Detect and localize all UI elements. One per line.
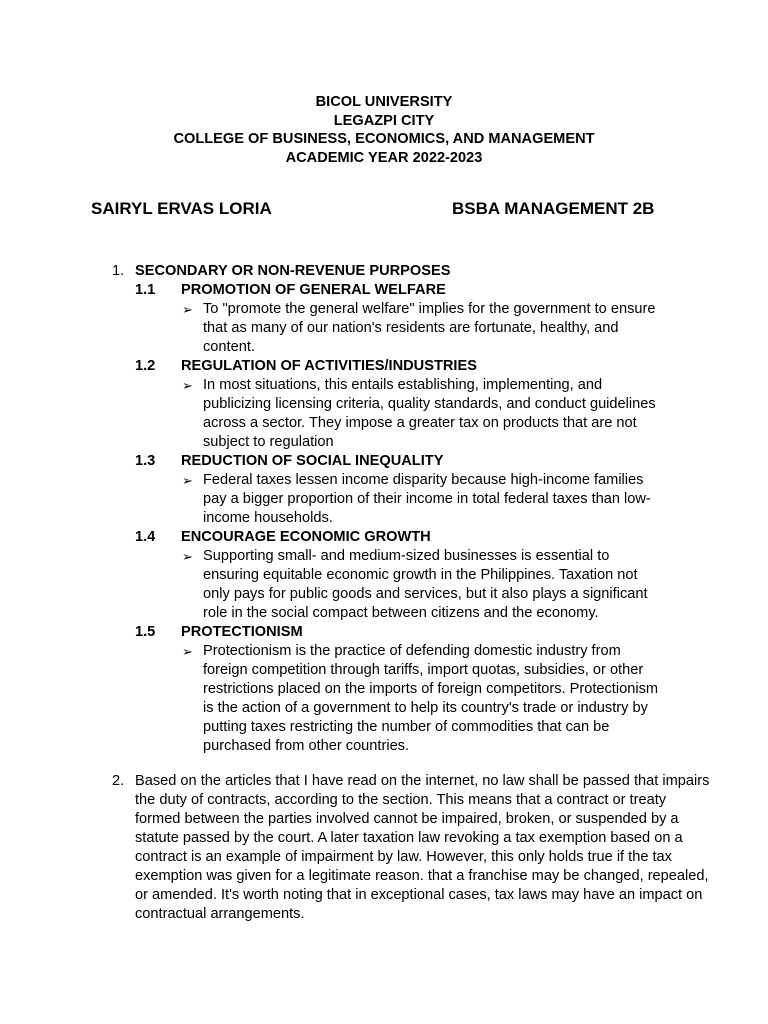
question-1-title: SECONDARY OR NON-REVENUE PURPOSES: [135, 263, 451, 279]
bullet-text: To "promote the general welfare" implies for the government to ensure that as many of our nation's residents are fortunate, healthy, and content.: [203, 301, 656, 355]
university-name: BICOL UNIVERSITY: [315, 94, 453, 110]
subsection-heading: [0, 281, 768, 300]
question-2-number: 2.: [112, 773, 125, 789]
bullet-text: In most situations, this entails establishing, implementing, and publicizing licensing criteria, quality standards, and conduct guidelines across a sector. They impose a greater tax on products that are not subject to regulation: [203, 377, 656, 450]
question-1: [0, 262, 768, 756]
subsection-heading: [0, 623, 768, 642]
subsection-number: 1.4: [135, 529, 156, 545]
bullet-text: Federal taxes lessen income disparity because high-income families pay a bigger proportion of their income in total federal taxes than low-income households.: [203, 472, 651, 526]
college-name: COLLEGE OF BUSINESS, ECONOMICS, AND MANAGEMENT: [173, 131, 595, 147]
arrow-bullet-icon: ➢: [182, 473, 193, 488]
student-section: BSBA MANAGEMENT 2B: [452, 199, 655, 218]
subsection-title: REDUCTION OF SOCIAL INEQUALITY: [181, 453, 444, 469]
question-1-heading: [0, 262, 768, 281]
subsection-heading: [0, 528, 768, 547]
subsection-title: REGULATION OF ACTIVITIES/INDUSTRIES: [181, 358, 477, 374]
arrow-bullet-icon: ➢: [182, 378, 193, 393]
arrow-bullet-icon: ➢: [182, 549, 193, 564]
arrow-bullet-icon: ➢: [182, 302, 193, 317]
bullet-item: [0, 471, 668, 528]
subsection-title: ENCOURAGE ECONOMIC GROWTH: [181, 529, 431, 545]
bullet-item: [0, 300, 668, 357]
subsection-heading: [0, 357, 768, 376]
arrow-bullet-icon: ➢: [182, 644, 193, 659]
academic-year: ACADEMIC YEAR 2022-2023: [285, 149, 483, 166]
bullet-item: [0, 642, 668, 756]
bullet-item: [0, 547, 668, 623]
subsection-heading: [0, 452, 768, 471]
bullet-item: [0, 376, 668, 452]
subsection-number: 1.2: [135, 358, 156, 374]
subsection-number: 1.5: [135, 624, 156, 640]
document-header: [0, 93, 768, 167]
subsection-title: PROMOTION OF GENERAL WELFARE: [181, 282, 446, 298]
subsection-number: 1.1: [135, 282, 156, 298]
question-2-text: Based on the articles that I have read on the internet, no law shall be passed that impairs the duty of contracts, according to the section. This means that a contract or treaty formed between the parties involved cannot be impaired, broken, or suspended by a statute passed by the court. A later taxation law revoking a tax exemption based on a contract is an example of impairment by law. However, this only holds true if the tax exemption was given for a legitimate reason. that a franchise may be changed, repealed, or amended. It's worth noting that in exceptional cases, tax laws may have an impact on contractual arrangements.: [135, 773, 710, 922]
question-2: [0, 772, 768, 924]
subsection-number: 1.3: [135, 453, 156, 469]
student-name: SAIRYL ERVAS LORIA: [91, 199, 272, 218]
bullet-text: Supporting small- and medium-sized businesses is essential to ensuring equitable economic growth in the Philippines. Taxation not only pays for public goods and services, but it also plays a significant role in the social compact between citizens and the economy.: [203, 548, 648, 621]
subsection-title: PROTECTIONISM: [181, 624, 303, 640]
question-1-number: 1.: [112, 263, 125, 279]
city-name: LEGAZPI CITY: [333, 112, 435, 129]
bullet-text: Protectionism is the practice of defending domestic industry from foreign competition through tariffs, import quotas, subsidies, or other restrictions placed on the imports of foreign competitors. Protectionism is the action of a government to help its country's trade or industry by putting taxes restricting the number of commodities that can be purchased from other countries.: [203, 643, 659, 754]
